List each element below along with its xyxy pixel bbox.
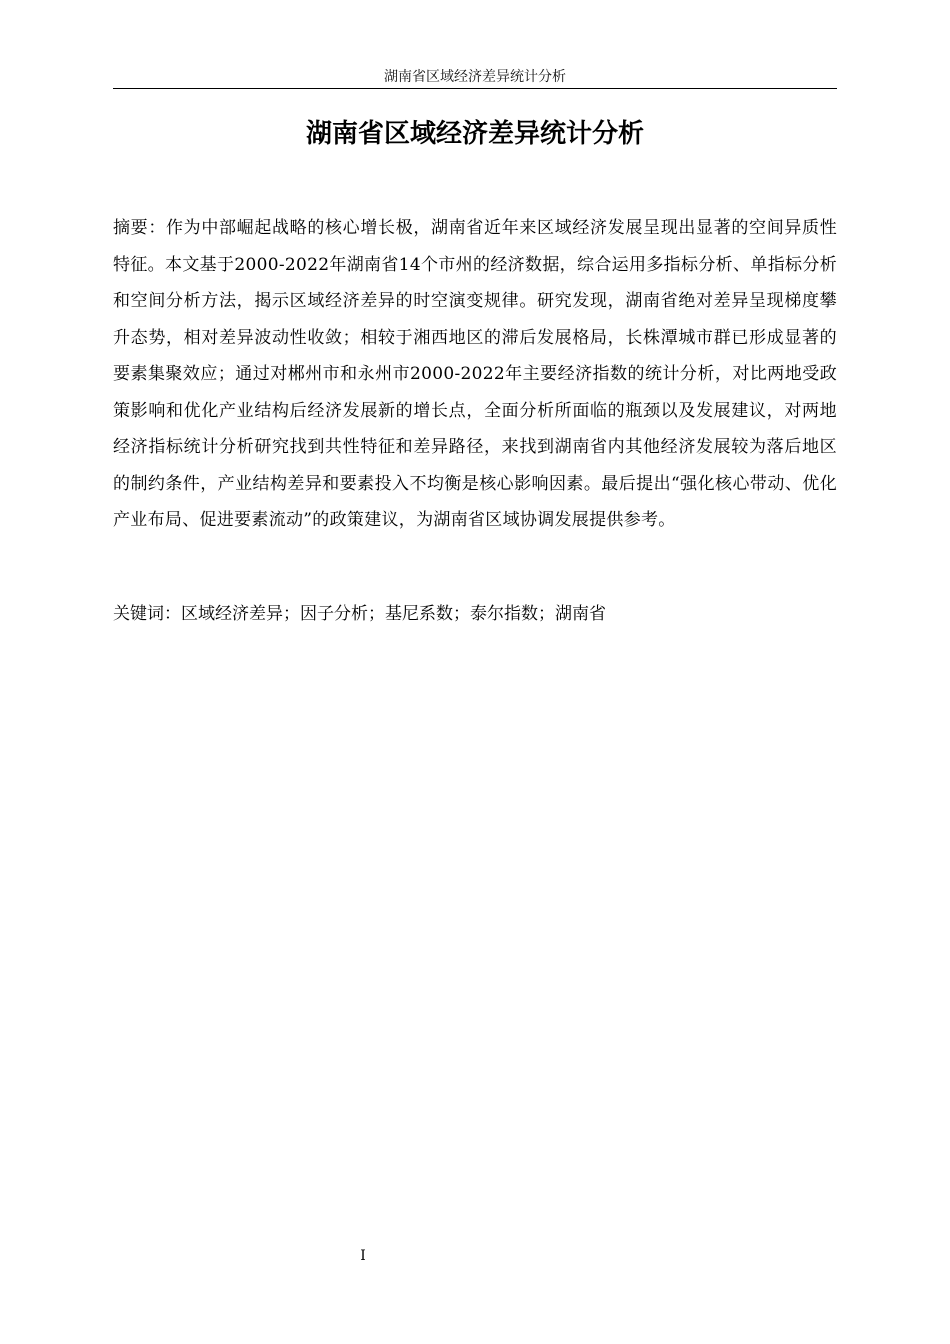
- document-title: 湖南省区域经济差异统计分析: [305, 119, 644, 149]
- keywords-paragraph: [113, 596, 837, 632]
- running-header: 湖南省区域经济差异统计分析: [384, 69, 566, 85]
- header-rule: [113, 88, 837, 89]
- keywords-label: 关键词：: [113, 604, 181, 624]
- abstract-paragraph: [113, 210, 837, 539]
- abstract-text: 作为中部崛起战略的核心增长极，湖南省近年来区域经济发展呈现出显著的空间异质性特征。本文基于2000-2022年湖南省14个市州的经济数据，综合运用多指标分析、单指标分析和空间分析方法，揭示区域经济差异的时空演变规律。研究发现，湖南省绝对差异呈现梯度攀升态势，相对差异波动性收敛；相较于湘西地区的滞后发展格局，长株潭城市群已形成显著的要素集聚效应；通过对郴州市和永州市2000-2022年主要经济指数的统计分析，对比两地受政策影响和优化产业结构后经济发展新的增长点，全面分析所面临的瓶颈以及发展建议，对两地经济指标统计分析研究找到共性特征和差异路径，来找到湖南省内其他经济发展较为落后地区的制约条件，产业结构差异和要素投入不均衡是核心影响因素。最后提出“强化核心带动、优化产业布局、促进要素流动”的政策建议，为湖南省区域协调发展提供参考。: [113, 218, 837, 530]
- abstract-label: 摘要：: [113, 218, 167, 238]
- page-number: I: [360, 1248, 366, 1264]
- keywords-text: 区域经济差异；因子分析；基尼系数；泰尔指数；湖南省: [181, 604, 606, 624]
